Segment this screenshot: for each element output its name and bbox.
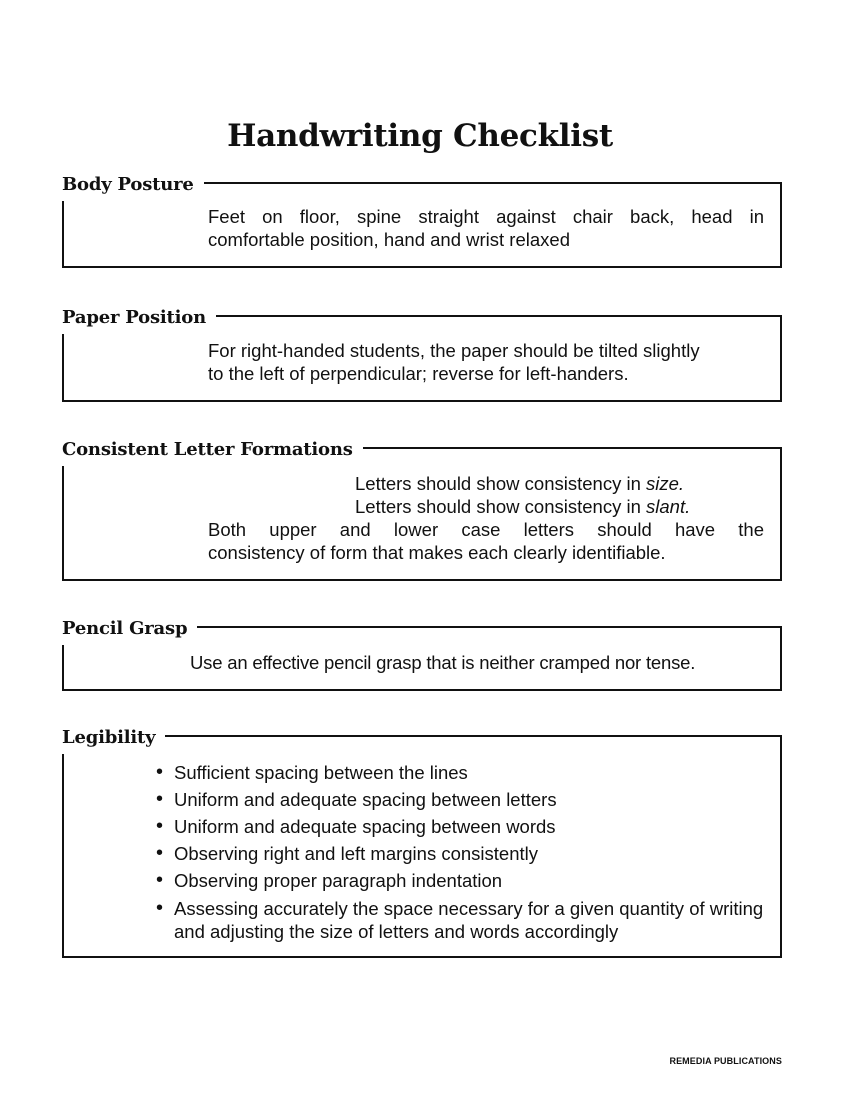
text-prefix: Letters should show consistency in [355, 496, 647, 517]
list-item: • Uniform and adequate spacing between letters [156, 786, 768, 813]
page-title: Handwriting Checklist [227, 118, 613, 154]
section-text-line [355, 472, 684, 495]
section-paper-position [62, 307, 782, 402]
section-text-line [355, 495, 690, 518]
list-item: • Uniform and adequate spacing between words [156, 813, 768, 840]
section-text-line: Both upper and lower case letters should have the [208, 519, 764, 540]
list-item: • Observing proper paragraph indentation [156, 867, 768, 894]
section-heading: Body Posture [62, 174, 204, 196]
list-item: • Assessing accurately the space necessary for a given quantity of writing and adjusting the size of letters and words accordingly [156, 897, 768, 943]
section-legibility [62, 727, 782, 958]
section-text-line: to the left of perpendicular; reverse for left-handers. [208, 363, 629, 384]
section-heading: Legibility [62, 727, 165, 749]
section-pencil-grasp [62, 618, 782, 691]
legibility-list [156, 759, 768, 943]
emphasis-size: size. [646, 473, 685, 494]
text-prefix: Letters should show consistency in [355, 473, 647, 494]
section-heading: Pencil Grasp [62, 618, 197, 640]
section-text-line: Feet on floor, spine straight against chair back, head in [208, 206, 764, 227]
section-text-line: For right-handed students, the paper should be tilted slightly [208, 340, 700, 361]
list-item: • Observing right and left margins consistently [156, 840, 768, 867]
section-text-line: comfortable position, hand and wrist relaxed [208, 229, 570, 250]
list-item: • Sufficient spacing between the lines [156, 759, 768, 786]
section-text-line: Use an effective pencil grasp that is neither cramped nor tense. [190, 652, 696, 673]
section-text-line: consistency of form that makes each clearly identifiable. [208, 542, 666, 563]
publisher-footer: REMEDIA PUBLICATIONS [669, 1056, 782, 1066]
section-heading: Paper Position [62, 307, 216, 329]
section-letter-formations [62, 439, 782, 581]
emphasis-slant: slant. [646, 496, 691, 517]
section-heading: Consistent Letter Formations [62, 439, 363, 461]
section-body-posture [62, 174, 782, 268]
